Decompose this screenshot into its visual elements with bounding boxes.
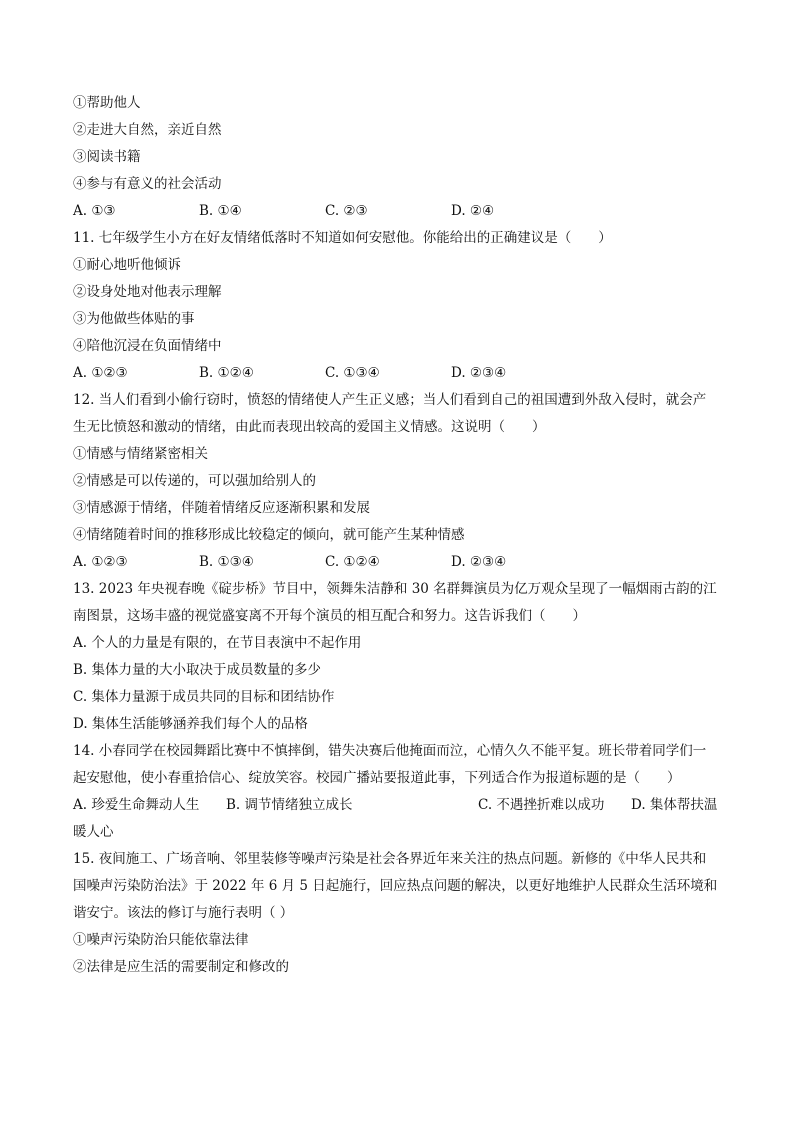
question-13 xyxy=(73,576,727,738)
option-b: B. 调节情绪独立成长 xyxy=(226,797,353,813)
option-a: A. 珍爱生命舞动人生 xyxy=(73,797,200,813)
question-14 xyxy=(73,738,727,846)
option-d: D. ②③④ xyxy=(451,554,507,570)
option-d: D. 集体生活能够涵养我们每个人的品格 xyxy=(73,716,308,732)
statement-item: ④陪他沉浸在负面情绪中 xyxy=(73,338,222,354)
question-stem-line: 13. 2023 年央视春晚《碇步桥》节目中，领舞朱洁静和 30 名群舞演员为亿万观众呈现了一幅烟雨古韵的江 xyxy=(73,581,717,597)
question-stem-line: 谐安宁。该法的修订与施行表明（ ） xyxy=(73,905,294,921)
option-c: C. ①③④ xyxy=(325,365,380,381)
question-12 xyxy=(73,387,727,576)
option-c: C. 不遇挫折难以成功 xyxy=(478,797,605,813)
prev-question xyxy=(73,90,727,225)
statement-item: ④情绪随着时间的推移形成比较稳定的倾向，就可能产生某种情感 xyxy=(73,527,465,543)
option-d: D. 集体帮扶温 xyxy=(631,797,718,813)
question-stem-line: 15. 夜间施工、广场音响、邻里装修等噪声污染是社会各界近年来关注的热点问题。新修的《中华人民共和 xyxy=(73,851,707,867)
option-d-wrap: 暖人心 xyxy=(73,824,114,840)
answer-options xyxy=(73,360,727,387)
statement-item: ②设身处地对他表示理解 xyxy=(73,284,222,300)
statement-item: ①噪声污染防治只能依靠法律 xyxy=(73,932,249,948)
option-a: A. ①③ xyxy=(73,203,116,219)
statement-item: ③为他做些体贴的事 xyxy=(73,311,195,327)
question-stem-line: 12. 当人们看到小偷行窃时，愤怒的情绪使人产生正义感；当人们看到自己的祖国遭到外敌入侵时，就会产 xyxy=(73,392,707,408)
question-stem-line: 起安慰他，使小春重拾信心、绽放笑容。校园广播站要报道此事，下列适合作为报道标题的是（ ） xyxy=(73,770,681,786)
option-b: B. ①②④ xyxy=(199,365,254,381)
statement-item: ②走进大自然，亲近自然 xyxy=(73,122,222,138)
statement-item: ①耐心地听他倾诉 xyxy=(73,257,181,273)
answer-options xyxy=(73,549,727,576)
question-stem-line: 14. 小春同学在校园舞蹈比赛中不慎摔倒，错失决赛后他掩面而泣，心情久久不能平复。班长带着同学们一 xyxy=(73,743,707,759)
question-stem-line: 国噪声污染防治法》于 2022 年 6 月 5 日起施行，回应热点问题的解决，以更好地维护人民群众生活环境和 xyxy=(73,878,718,894)
question-15 xyxy=(73,846,727,981)
statement-item: ②法律是应生活的需要制定和修改的 xyxy=(73,959,289,975)
statement-item: ①帮助他人 xyxy=(73,95,141,111)
question-stem: 11. 七年级学生小方在好友情绪低落时不知道如何安慰他。你能给出的正确建议是（ ） xyxy=(73,230,612,246)
option-a: A. 个人的力量是有限的，在节目表演中不起作用 xyxy=(73,635,362,651)
option-b: B. ①④ xyxy=(199,203,242,219)
statement-item: ④参与有意义的社会活动 xyxy=(73,176,222,192)
option-d: D. ②③④ xyxy=(451,365,507,381)
statement-item: ①情感与情绪紧密相关 xyxy=(73,446,208,462)
question-11 xyxy=(73,225,727,387)
option-d: D. ②④ xyxy=(451,203,495,219)
exam-page xyxy=(73,90,727,981)
statement-item: ③情感源于情绪，伴随着情绪反应逐渐积累和发展 xyxy=(73,500,370,516)
answer-options xyxy=(73,792,727,819)
option-c: C. ②③ xyxy=(325,203,368,219)
statement-item: ③阅读书籍 xyxy=(73,149,141,165)
answer-options xyxy=(73,198,727,225)
option-a: A. ①②③ xyxy=(73,365,128,381)
question-stem-line: 生无比愤怒和激动的情绪，由此而表现出较高的爱国主义情感。这说明（ ） xyxy=(73,419,546,435)
statement-item: ②情感是可以传递的，可以强加给别人的 xyxy=(73,473,316,489)
question-stem-line: 南图景，这场丰盛的视觉盛宴离不开每个演员的相互配合和努力。这告诉我们（ ） xyxy=(73,608,586,624)
option-c: C. 集体力量源于成员共同的目标和团结协作 xyxy=(73,689,335,705)
option-c: C. ①②④ xyxy=(325,554,380,570)
option-a: A. ①②③ xyxy=(73,554,128,570)
option-b: B. ①③④ xyxy=(199,554,254,570)
option-b: B. 集体力量的大小取决于成员数量的多少 xyxy=(73,662,322,678)
